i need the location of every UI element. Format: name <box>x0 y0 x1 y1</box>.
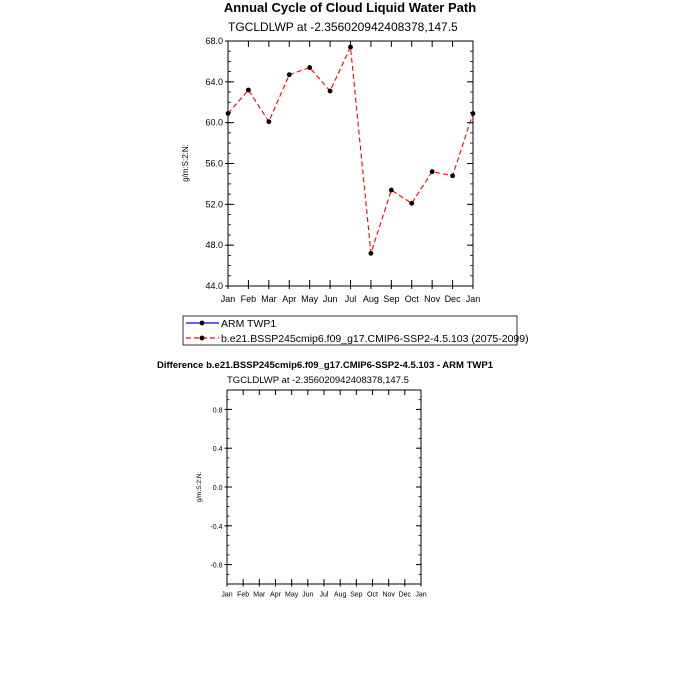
c1-y-tick-label: 44.0 <box>205 281 223 291</box>
c1-y-tick-label: 56.0 <box>205 158 223 169</box>
c2-y-tick-label: -0.4 <box>210 523 223 531</box>
c1-data-point <box>430 169 435 174</box>
c1-y-tick-label: 48.0 <box>205 240 223 251</box>
c1-data-point <box>266 119 271 124</box>
legend-marker-arm <box>200 321 205 326</box>
c1-data-point <box>389 188 394 193</box>
c1-data-point <box>307 65 312 70</box>
c1-data-point <box>348 45 353 50</box>
c1-data-point <box>328 89 333 94</box>
c1-x-tick-label: Nov <box>424 294 441 304</box>
c2-x-tick-label: Mar <box>253 591 266 599</box>
c1-x-tick-label: Dec <box>444 294 461 304</box>
chart1-y-axis-label: g/m:S:2:N: <box>181 144 190 182</box>
c1-x-tick-label: Mar <box>261 294 277 304</box>
c2-x-tick-label: Jan <box>415 591 427 599</box>
c1-x-tick-label: Jan <box>465 294 481 304</box>
chart1-title: Annual Cycle of Cloud Liquid Water Path <box>223 0 477 15</box>
c1-data-point <box>409 201 414 206</box>
c1-x-tick-label: Feb <box>240 294 257 304</box>
c1-x-tick-label: May <box>301 294 319 304</box>
c2-x-tick-label: Sep <box>350 591 363 599</box>
c1-y-tick-label: 68.0 <box>205 36 223 46</box>
chart2-subtitle: TGCLDLWP at -2.356020942408378,147.5 <box>227 375 409 386</box>
chart2-y-axis-label: g/m:S:2:N: <box>196 471 203 503</box>
c1-data-point <box>369 251 374 256</box>
legend-label-model: b.e21.BSSP245cmip6.f09_g17.CMIP6-SSP2-4.5.103 (2075-2099) <box>221 333 529 345</box>
c2-x-tick-label: Oct <box>367 591 378 599</box>
c1-y-tick-label: 64.0 <box>205 76 223 87</box>
c2-x-tick-label: Jul <box>319 591 329 599</box>
c1-data-point <box>450 173 455 178</box>
c1-x-tick-label: Oct <box>404 294 419 304</box>
c2-x-tick-label: Dec <box>398 591 412 599</box>
chart1-plot-area <box>228 41 473 286</box>
c2-y-tick-label: 0.4 <box>212 446 223 454</box>
c1-x-tick-label: Jul <box>344 294 357 304</box>
c1-y-tick-label: 60.0 <box>205 117 223 128</box>
c2-x-tick-label: Nov <box>382 591 395 599</box>
c2-y-tick-label: 0.8 <box>212 407 223 415</box>
chart2-title: Difference b.e21.BSSP245cmip6.f09_g17.CMIP6-SSP2-4.5.103 - ARM TWP1 <box>157 360 493 371</box>
c2-y-tick-label: 0.0 <box>212 485 223 492</box>
c1-data-point <box>471 111 476 116</box>
c1-x-tick-label: Apr <box>282 294 297 304</box>
c1-series-line-1 <box>228 47 473 253</box>
c2-x-tick-label: May <box>285 591 299 599</box>
c2-x-tick-label: Jun <box>302 591 314 599</box>
c1-data-point <box>226 111 231 116</box>
c1-x-tick-label: Sep <box>383 294 400 304</box>
c2-x-tick-label: Jan <box>221 591 233 599</box>
chart1-subtitle: TGCLDLWP at -2.356020942408378,147.5 <box>228 20 458 34</box>
legend-marker-model <box>200 336 205 341</box>
c2-x-tick-label: Apr <box>270 591 281 599</box>
c2-y-tick-label: -0.8 <box>210 562 223 570</box>
legend-label-arm: ARM TWP1 <box>221 318 277 330</box>
c1-data-point <box>246 88 251 93</box>
c2-x-tick-label: Feb <box>237 591 250 599</box>
c1-y-tick-label: 52.0 <box>205 199 223 210</box>
c1-x-tick-label: Aug <box>362 294 379 304</box>
chart2-plot-area <box>227 390 421 584</box>
c1-x-tick-label: Jan <box>220 294 236 304</box>
c2-x-tick-label: Aug <box>333 591 347 599</box>
c1-x-tick-label: Jun <box>322 294 338 304</box>
c1-data-point <box>287 72 292 77</box>
